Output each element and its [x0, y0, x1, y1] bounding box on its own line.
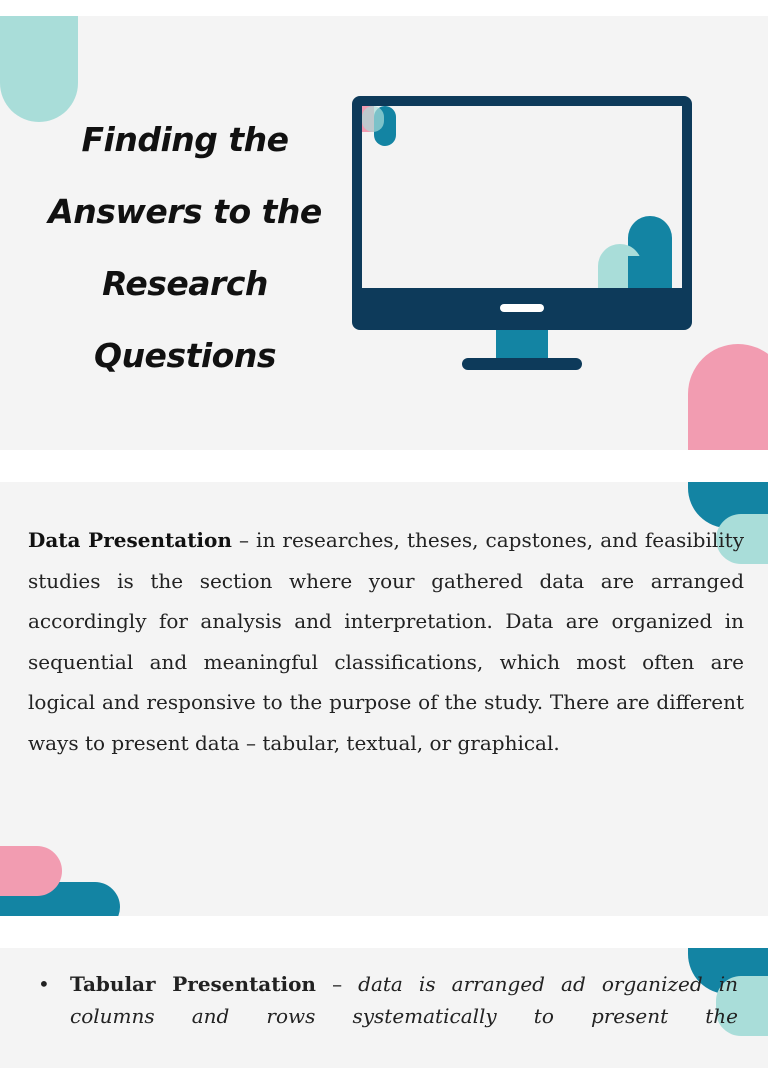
title-slide — [0, 16, 768, 450]
title-line-3: Research — [102, 264, 268, 303]
bullet-dash: – — [315, 972, 359, 996]
title-line-4: Questions — [94, 336, 276, 375]
term-data-presentation: Data Presentation — [28, 528, 232, 552]
data-presentation-description: – in researches, theses, capstones, and feasibility studies is the section where your gathered data are arranged accordingly for analysis and interpretation. Data are organized in sequential and meaningful classifications, which most often are logical and responsive to the purpose of the study. There are different ways to present data – tabular, textual, or graphical. — [28, 528, 745, 755]
decor-pink-pill-bottom-right — [688, 344, 768, 450]
bullet-text — [70, 968, 738, 1032]
data-presentation-paragraph — [28, 520, 744, 764]
tabular-slide — [0, 948, 768, 1068]
slide-title — [30, 104, 340, 392]
decor-pink-pill-bottom-left — [0, 846, 62, 896]
content-slide — [0, 482, 768, 916]
tabular-presentation-description: data is arranged ad organized in columns and rows systematically to present the — [70, 972, 738, 1028]
bullet-dot: • — [38, 972, 50, 996]
title-line-2: Answers to the — [48, 192, 322, 231]
title-line-1: Finding the — [81, 120, 289, 159]
term-tabular-presentation: Tabular Presentation — [70, 972, 316, 996]
desktop-monitor-icon — [352, 96, 692, 376]
